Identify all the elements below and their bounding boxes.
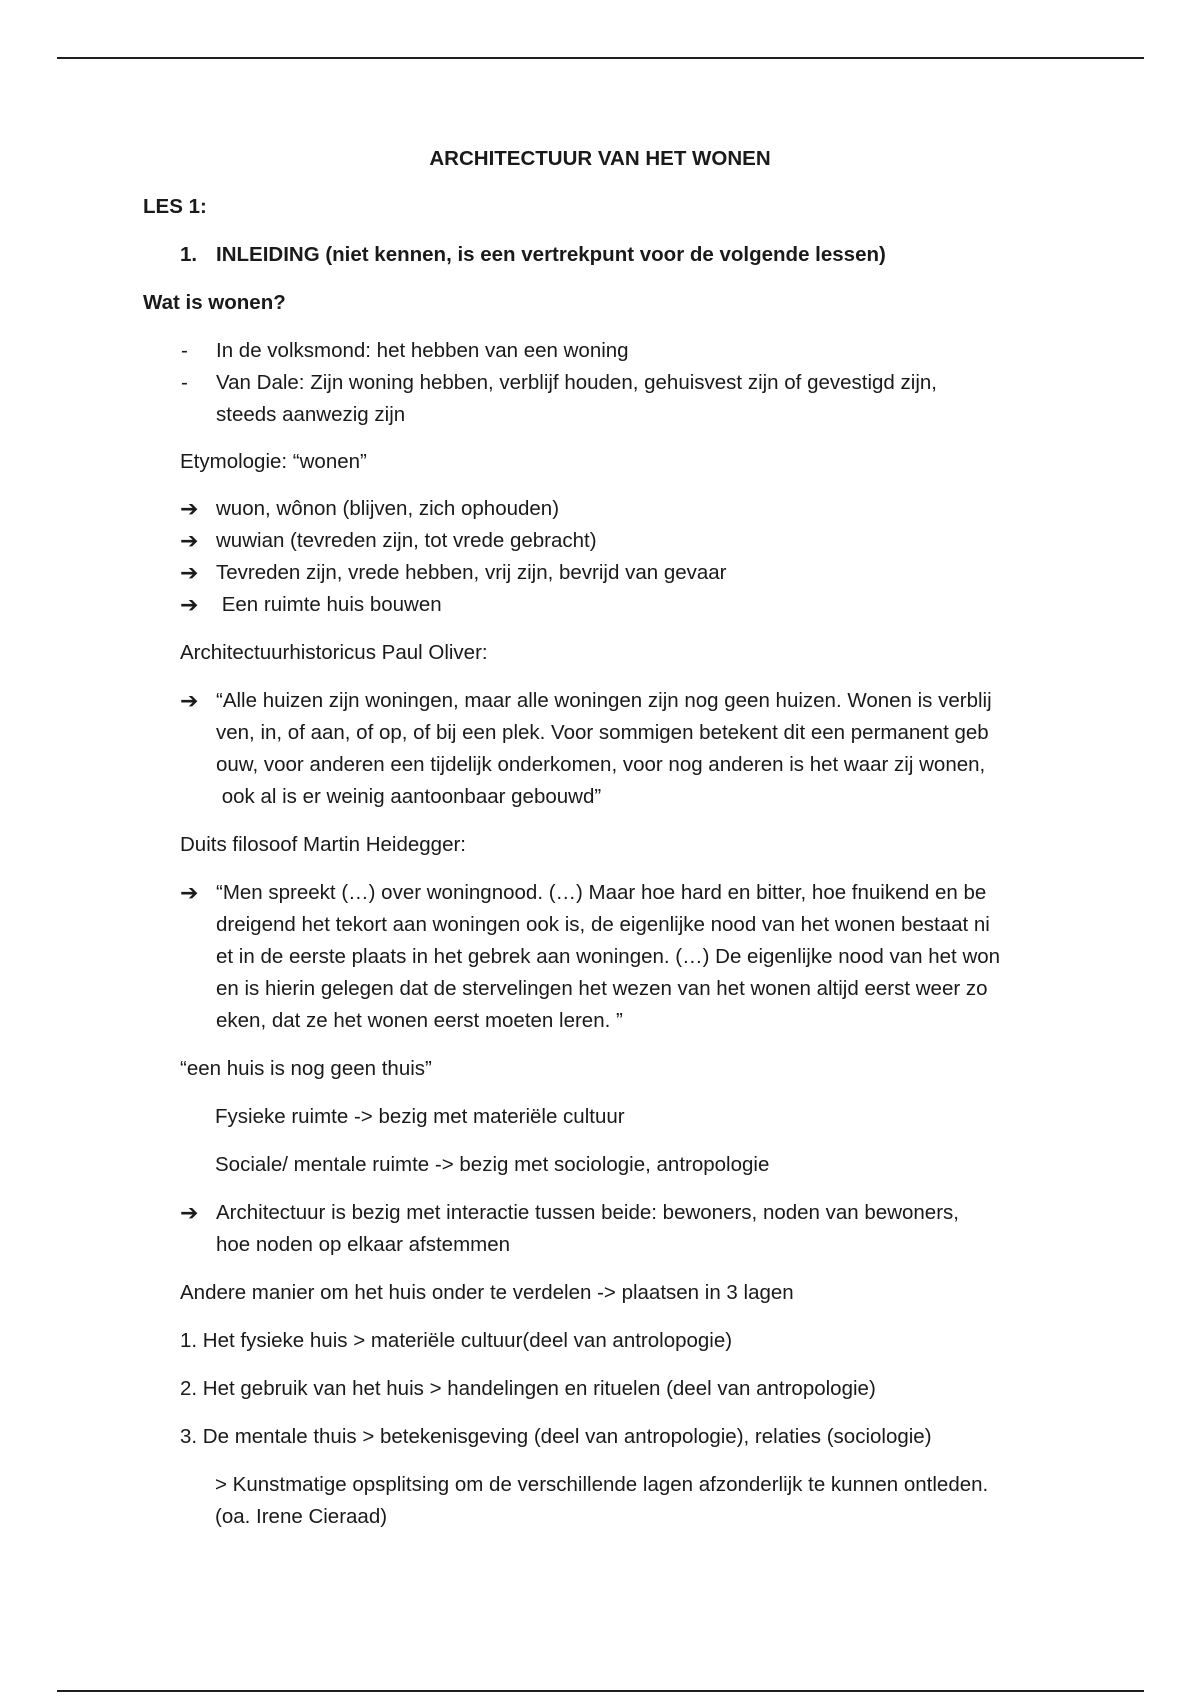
heidegger-quote-line: et in de eerste plaats in het gebrek aan woningen. (…) De eigenlijke nood van het won <box>216 945 1001 968</box>
architecture-note-line: hoe noden op elkaar afstemmen <box>216 1233 511 1256</box>
layer-item: 2. Het gebruik van het huis > handelingen en rituelen (deel van antropologie) <box>180 1377 876 1400</box>
layer-item: 1. Het fysieke huis > materiële cultuur(deel van antrolopogie) <box>180 1329 733 1352</box>
document-title: ARCHITECTUUR VAN HET WONEN <box>429 147 771 170</box>
etymology-item: wuon, wônon (blijven, zich ophouden) <box>216 497 560 520</box>
bullet-dash-icon: - <box>181 339 188 362</box>
arrow-icon: ➔ <box>180 1200 199 1225</box>
split-note-line: > Kunstmatige opsplitsing om de verschillende lagen afzonderlijk te kunnen ontleden. <box>215 1473 989 1496</box>
heidegger-quote-line: dreigend het tekort aan woningen ook is, de eigenlijke nood van het wonen bestaat ni <box>216 913 990 936</box>
physical-space-note: Fysieke ruimte -> bezig met materiële cultuur <box>215 1105 625 1128</box>
heidegger-quote-line: eken, dat ze het wonen eerst moeten leren. ” <box>216 1009 623 1032</box>
social-space-note: Sociale/ mentale ruimte -> bezig met sociologie, antropologie <box>215 1153 770 1176</box>
section-number: 1. <box>180 243 198 266</box>
oliver-quote-line: ouw, voor anderen een tijdelijk onderkomen, voor nog anderen is het waar zij wonen, <box>216 753 986 776</box>
architecture-note-line: Architectuur is bezig met interactie tussen beide: bewoners, noden van bewoners, <box>216 1201 959 1224</box>
etymology-label: Etymologie: “wonen” <box>180 450 367 473</box>
oliver-quote-line: ven, in, of aan, of op, of bij een plek. Voor sommigen betekent dit een permanent geb <box>216 721 989 744</box>
split-note-line: (oa. Irene Cieraad) <box>215 1505 388 1528</box>
oliver-label: Architectuurhistoricus Paul Oliver: <box>180 641 488 664</box>
arrow-icon: ➔ <box>180 560 199 585</box>
etymology-item: Tevreden zijn, vrede hebben, vrij zijn, bevrijd van gevaar <box>216 561 727 584</box>
heidegger-quote-line: en is hierin gelegen dat de stervelingen het wezen van het wonen altijd eerst weer zo <box>216 977 988 1000</box>
layer-item: 3. De mentale thuis > betekenisgeving (deel van antropologie), relaties (sociologie) <box>180 1425 932 1448</box>
etymology-item: wuwian (tevreden zijn, tot vrede gebracht) <box>216 529 597 552</box>
layers-intro: Andere manier om het huis onder te verdelen -> plaatsen in 3 lagen <box>180 1281 794 1304</box>
arrow-icon: ➔ <box>180 528 199 553</box>
heidegger-label: Duits filosoof Martin Heidegger: <box>180 833 466 856</box>
top-rule <box>57 57 1144 59</box>
heidegger-quote-line: “Men spreekt (…) over woningnood. (…) Maar hoe hard en bitter, hoe fnuikend en be <box>216 881 987 904</box>
oliver-quote-line: ook al is er weinig aantoonbaar gebouwd” <box>216 785 602 808</box>
definition-line: Van Dale: Zijn woning hebben, verblijf houden, gehuisvest zijn of gevestigd zijn, <box>216 371 937 394</box>
lesson-label: LES 1: <box>143 195 207 218</box>
arrow-icon: ➔ <box>180 688 199 713</box>
bottom-rule <box>57 1690 1144 1692</box>
question-heading: Wat is wonen? <box>143 291 286 314</box>
etymology-item: Een ruimte huis bouwen <box>216 593 442 616</box>
arrow-icon: ➔ <box>180 496 199 521</box>
definition-line: steeds aanwezig zijn <box>216 403 406 426</box>
house-quote: “een huis is nog geen thuis” <box>180 1057 432 1080</box>
arrow-icon: ➔ <box>180 880 199 905</box>
arrow-icon: ➔ <box>180 592 199 617</box>
bullet-dash-icon: - <box>181 371 188 394</box>
section-heading: INLEIDING (niet kennen, is een vertrekpunt voor de volgende lessen) <box>216 243 886 266</box>
definition-line: In de volksmond: het hebben van een woning <box>216 339 629 362</box>
oliver-quote-line: “Alle huizen zijn woningen, maar alle woningen zijn nog geen huizen. Wonen is verblij <box>216 689 992 712</box>
